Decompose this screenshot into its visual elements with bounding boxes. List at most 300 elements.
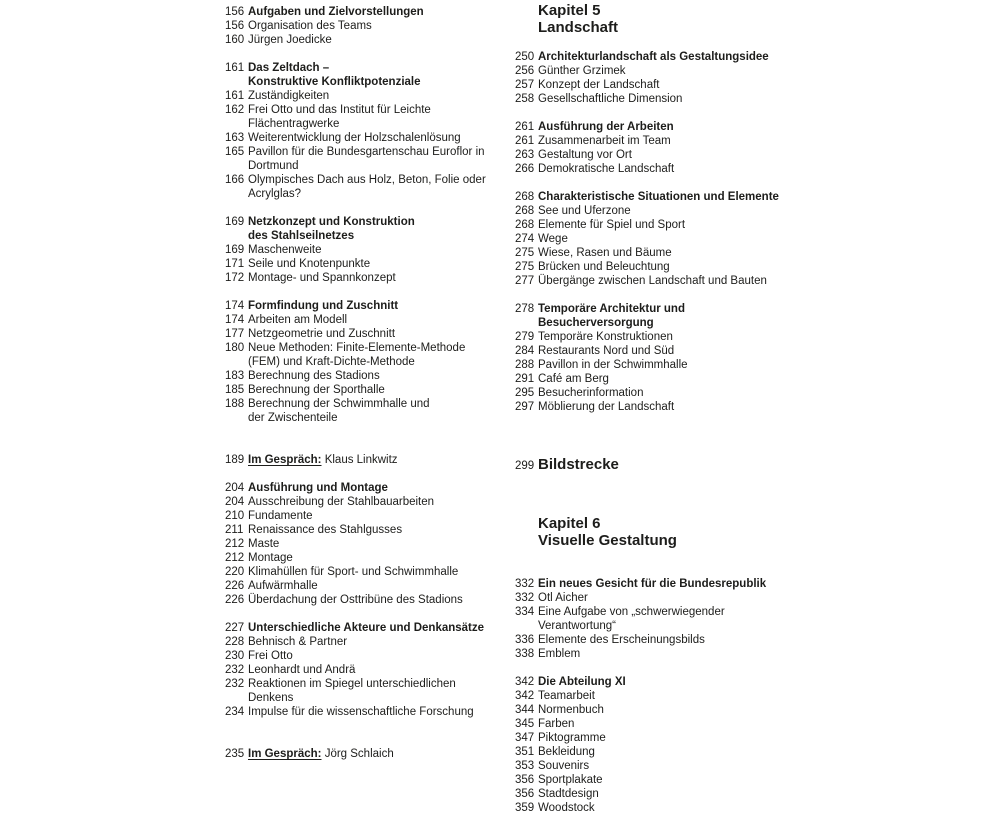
toc-entry [515,703,990,717]
page-number: 174 [225,314,245,326]
entry-title-line: Gesellschaftliche Dimension [538,93,683,105]
page-number: 204 [225,496,245,508]
entry-title-line: Frei Otto und das Institut für Leichte [248,104,431,116]
toc-group [515,120,990,176]
toc-entry [225,453,510,467]
toc-entry [515,759,990,773]
page-number: 160 [225,34,245,46]
page-number: 258 [515,93,535,105]
page-number: 266 [515,163,535,175]
toc-entry [225,705,510,719]
entry-title [248,131,510,145]
entry-title-line: Unterschiedliche Akteure und Denkansätze [248,622,485,634]
entry-title [538,787,990,801]
page-number: 274 [515,233,535,245]
entry-title [538,120,990,134]
entry-title [248,453,510,467]
chapter-heading [538,515,990,549]
toc-group [225,61,510,201]
entry-title [538,162,990,176]
entry-title-line: Sportplakate [538,774,603,786]
entry-title [538,717,990,731]
entry-title-line: Jürgen Joedicke [248,34,332,46]
entry-title [248,61,510,89]
entry-title-line: Im Gespräch: Jörg Schlaich [248,748,394,760]
page-number: 156 [225,6,245,18]
page-number: 334 [515,606,535,618]
toc-entry [515,633,990,647]
entry-title [538,577,990,591]
interview-label: Im Gespräch: [248,748,322,760]
entry-title [248,383,510,397]
entry-title [538,372,990,386]
entry-title [538,78,990,92]
toc-entry [515,50,990,64]
page-number: 235 [225,748,245,760]
entry-title [538,591,990,605]
page-number: 261 [515,135,535,147]
entry-title [538,400,990,414]
toc-entry [515,148,990,162]
entry-title-line: Klimahüllen für Sport- und Schwimmhalle [248,566,459,578]
page-number: 268 [515,191,535,203]
entry-title-line: Teamarbeit [538,690,595,702]
page-number: 347 [515,732,535,744]
entry-title-line: Olympisches Dach aus Holz, Beton, Folie oder [248,174,486,186]
entry-title-line: Ein neues Gesicht für die Bundesrepublik [538,578,767,590]
toc-entry [515,675,990,689]
entry-title-line: Pavillon in der Schwimmhalle [538,359,688,371]
entry-title [538,218,990,232]
page-number: 185 [225,384,245,396]
page-number: 297 [515,401,535,413]
page-number: 353 [515,760,535,772]
entry-title-line: Architekturlandschaft als Gestaltungsidee [538,51,769,63]
entry-title [538,232,990,246]
toc-group [225,747,510,761]
entry-title [248,257,510,271]
page-number: 284 [515,345,535,357]
entry-title-line: Fundamente [248,510,313,522]
entry-title [248,299,510,313]
page-number: 188 [225,398,245,410]
entry-title-line: Emblem [538,648,581,660]
toc-entry [515,134,990,148]
toc-entry [515,577,990,591]
entry-title [538,675,990,689]
toc-entry [515,787,990,801]
entry-title [248,495,510,509]
chapter-heading-line: Kapitel 5 [538,2,601,19]
entry-title [538,605,990,633]
entry-title-line: Zuständigkeiten [248,90,330,102]
page-number: 161 [225,62,245,74]
toc-entry [225,397,510,425]
toc-entry [515,204,990,218]
entry-title-line: Temporäre Konstruktionen [538,331,673,343]
page-number: 169 [225,216,245,228]
entry-title-line: Otl Aicher [538,592,588,604]
entry-title-line: Netzgeometrie und Zuschnitt [248,328,396,340]
entry-title-line: Woodstock [538,802,595,814]
entry-title [538,302,990,330]
entry-title-line: Seile und Knotenpunkte [248,258,371,270]
entry-title [538,246,990,260]
page-number: 172 [225,272,245,284]
toc-entry [225,89,510,103]
entry-title [248,145,510,173]
toc-entry [225,537,510,551]
page-number: 278 [515,303,535,315]
toc-entry [225,5,510,19]
page-number: 344 [515,704,535,716]
toc-group [515,577,990,661]
toc-entry [225,243,510,257]
entry-title-line: Formfindung und Zuschnitt [248,300,399,312]
page-number: 230 [225,650,245,662]
entry-title [538,773,990,787]
toc-entry [515,190,990,204]
entry-title-line: Acrylglas? [248,188,302,200]
page-number: 268 [515,219,535,231]
entry-title-line: Das Zeltdach – [248,62,330,74]
page-number: 338 [515,648,535,660]
toc-entry [515,372,990,386]
toc-entry [225,481,510,495]
toc-entry [225,677,510,705]
toc-entry [225,299,510,313]
toc-entry [225,33,510,47]
toc-column-left [225,5,510,761]
page-number: 232 [225,678,245,690]
toc-group [225,5,510,47]
entry-title-line: Maste [248,538,280,550]
page-number: 156 [225,20,245,32]
chapter-heading-line: Visuelle Gestaltung [538,532,677,549]
entry-title-line: Denkens [248,692,294,704]
entry-title [248,747,510,761]
entry-title [538,703,990,717]
toc-entry [515,689,990,703]
toc-entry [225,327,510,341]
entry-title-line: Impulse für die wissenschaftliche Forschung [248,706,474,718]
toc-entry [225,495,510,509]
entry-title [538,759,990,773]
toc-entry [515,260,990,274]
page-number: 299 [515,460,535,472]
entry-title [248,5,510,19]
toc-group [225,215,510,285]
entry-title [538,358,990,372]
page-number: 351 [515,746,535,758]
page-number: 356 [515,788,535,800]
entry-title [248,215,510,243]
entry-title-line: Berechnung der Sporthalle [248,384,385,396]
page-number: 171 [225,258,245,270]
entry-title [538,633,990,647]
entry-title [248,103,510,131]
entry-title [248,523,510,537]
entry-title [538,456,990,473]
entry-title [538,204,990,218]
toc-entry [225,621,510,635]
entry-title [248,663,510,677]
entry-title [538,731,990,745]
entry-title-line: Bekleidung [538,746,595,758]
toc-entry [515,386,990,400]
entry-title-line: Konstruktive Konfliktpotenziale [248,76,421,88]
entry-title-line: Überdachung der Osttribüne des Stadions [248,594,463,606]
page-number: 204 [225,482,245,494]
toc-entry [225,635,510,649]
entry-title-line: Weiterentwicklung der Holzschalenlösung [248,132,461,144]
entry-title [538,745,990,759]
toc-entry [515,605,990,633]
toc-entry [515,78,990,92]
toc-group [225,621,510,719]
page-number: 336 [515,634,535,646]
page-number: 220 [225,566,245,578]
toc-entry [515,162,990,176]
page-number: 177 [225,328,245,340]
entry-title [248,551,510,565]
entry-title-line: Brücken und Beleuchtung [538,261,670,273]
entry-title-line: Wiese, Rasen und Bäume [538,247,672,259]
entry-title [248,341,510,369]
toc-entry [225,565,510,579]
entry-title-line: See und Uferzone [538,205,631,217]
entry-title-line: (FEM) und Kraft-Dichte-Methode [248,356,415,368]
entry-title-line: Frei Otto [248,650,293,662]
entry-title-line: Montage- und Spannkonzept [248,272,396,284]
toc-column-right [515,2,990,815]
page-number: 295 [515,387,535,399]
entry-title [248,705,510,719]
page-number: 263 [515,149,535,161]
entry-title-line: Ausführung und Montage [248,482,388,494]
page-number: 279 [515,331,535,343]
entry-title [248,621,510,635]
toc-entry [515,92,990,106]
entry-title [538,64,990,78]
toc-entry [515,232,990,246]
entry-title-line: Günther Grzimek [538,65,626,77]
entry-title-line: Wege [538,233,568,245]
page-number: 256 [515,65,535,77]
entry-title [538,134,990,148]
page-number: 212 [225,552,245,564]
toc-entry [225,215,510,243]
entry-title-line: Demokratische Landschaft [538,163,675,175]
entry-title [248,33,510,47]
page-number: 261 [515,121,535,133]
toc-entry [515,330,990,344]
page-number: 226 [225,580,245,592]
toc-entry [515,801,990,815]
toc-entry [225,523,510,537]
entry-title-line: Temporäre Architektur und [538,303,685,315]
toc-entry [225,649,510,663]
entry-title [248,313,510,327]
toc-entry [515,773,990,787]
entry-title [538,260,990,274]
toc-entry [515,731,990,745]
entry-title [248,243,510,257]
entry-title-line: der Zwischenteile [248,412,338,424]
entry-title-line: Normenbuch [538,704,604,716]
page-number: 189 [225,454,245,466]
entry-title-line: Pavillon für die Bundesgartenschau Euroflor in [248,146,485,158]
page-number: 332 [515,578,535,590]
entry-title [538,386,990,400]
entry-title [248,271,510,285]
entry-title-line: Café am Berg [538,373,609,385]
entry-title-line: Möblierung der Landschaft [538,401,675,413]
entry-title-line: Verantwortung“ [538,620,616,632]
entry-title-line: Bildstrecke [538,456,619,473]
page-number: 226 [225,594,245,606]
toc-group [515,190,990,288]
entry-title-line: Elemente für Spiel und Sport [538,219,686,231]
page-number: 332 [515,592,535,604]
entry-title-line: Ausführung der Arbeiten [538,121,674,133]
entry-title-line: Übergänge zwischen Landschaft und Bauten [538,275,767,287]
entry-title [248,635,510,649]
toc-entry [225,19,510,33]
page-number: 275 [515,247,535,259]
entry-title [248,593,510,607]
page-number: 228 [225,636,245,648]
entry-title-line: Restaurants Nord und Süd [538,345,675,357]
toc-entry [225,61,510,89]
entry-title [248,481,510,495]
entry-title-line: Aufwärmhalle [248,580,318,592]
interview-label: Im Gespräch: [248,454,322,466]
page-number: 163 [225,132,245,144]
entry-title [538,92,990,106]
page-number: 291 [515,373,535,385]
chapter-heading-line: Landschaft [538,19,619,36]
page-number: 268 [515,205,535,217]
toc-group [515,675,990,815]
entry-title [248,327,510,341]
entry-title-line: Stadtdesign [538,788,599,800]
entry-title-line: Aufgaben und Zielvorstellungen [248,6,424,18]
page-number: 275 [515,261,535,273]
toc-entry [225,509,510,523]
entry-title [248,89,510,103]
entry-title-line: Leonhardt und Andrä [248,664,356,676]
entry-title [248,677,510,705]
entry-title-line: Gestaltung vor Ort [538,149,632,161]
entry-title-line: Arbeiten am Modell [248,314,348,326]
entry-title [248,509,510,523]
toc-entry [225,257,510,271]
chapter-heading [538,2,990,36]
entry-title [538,689,990,703]
toc-entry [515,717,990,731]
entry-title [538,330,990,344]
entry-title-line: Die Abteilung XI [538,676,626,688]
page-number: 162 [225,104,245,116]
entry-title-line: Farben [538,718,575,730]
entry-title [248,369,510,383]
toc-entry [225,579,510,593]
toc-entry [225,131,510,145]
page-number: 345 [515,718,535,730]
entry-title [538,50,990,64]
entry-title-line: Berechnung der Schwimmhalle und [248,398,430,410]
page-number: 359 [515,802,535,814]
toc-entry [515,591,990,605]
entry-title-line: Renaissance des Stahlgusses [248,524,403,536]
page-number: 250 [515,51,535,63]
toc-entry [515,218,990,232]
entry-title-line: Montage [248,552,293,564]
entry-title-line: Ausschreibung der Stahlbauarbeiten [248,496,435,508]
entry-title-line: Charakteristische Situationen und Elemente [538,191,779,203]
entry-title-line: Reaktionen im Spiegel unterschiedlichen [248,678,456,690]
toc-entry [225,551,510,565]
page-number: 174 [225,300,245,312]
page-number: 227 [225,622,245,634]
toc-entry [515,358,990,372]
toc-entry [515,344,990,358]
page-number: 210 [225,510,245,522]
entry-title [248,537,510,551]
entry-title [538,274,990,288]
page-number: 232 [225,664,245,676]
toc-group [515,302,990,414]
entry-title [248,19,510,33]
entry-title-line: Dortmund [248,160,299,172]
page-number: 180 [225,342,245,354]
page-number: 277 [515,275,535,287]
page-number: 169 [225,244,245,256]
toc-entry [225,747,510,761]
entry-title-line: Eine Aufgabe von „schwerwiegender [538,606,725,618]
entry-title [538,344,990,358]
page-number: 211 [225,524,244,536]
entry-title [538,190,990,204]
toc-group [225,453,510,467]
entry-title-line: Maschenweite [248,244,322,256]
chapter-heading-line: Kapitel 6 [538,515,601,532]
entry-title-line: Souvenirs [538,760,590,772]
toc-entry [515,302,990,330]
toc-entry [515,745,990,759]
entry-title-line: Flächentragwerke [248,118,340,130]
entry-title [248,565,510,579]
entry-title-line: Besucherversorgung [538,317,654,329]
page-number: 342 [515,676,535,688]
entry-title [248,397,510,425]
entry-title-line: Piktogramme [538,732,606,744]
entry-title-line: Konzept der Landschaft [538,79,660,91]
entry-title-line: Berechnung des Stadions [248,370,380,382]
entry-title-line: Zusammenarbeit im Team [538,135,671,147]
entry-title-line: Behnisch & Partner [248,636,348,648]
page-number: 257 [515,79,535,91]
page-number: 234 [225,706,245,718]
entry-title [248,173,510,201]
entry-title [538,801,990,815]
page-number: 288 [515,359,535,371]
toc-entry [225,369,510,383]
toc-entry [225,593,510,607]
toc-entry [225,271,510,285]
toc-entry [225,173,510,201]
